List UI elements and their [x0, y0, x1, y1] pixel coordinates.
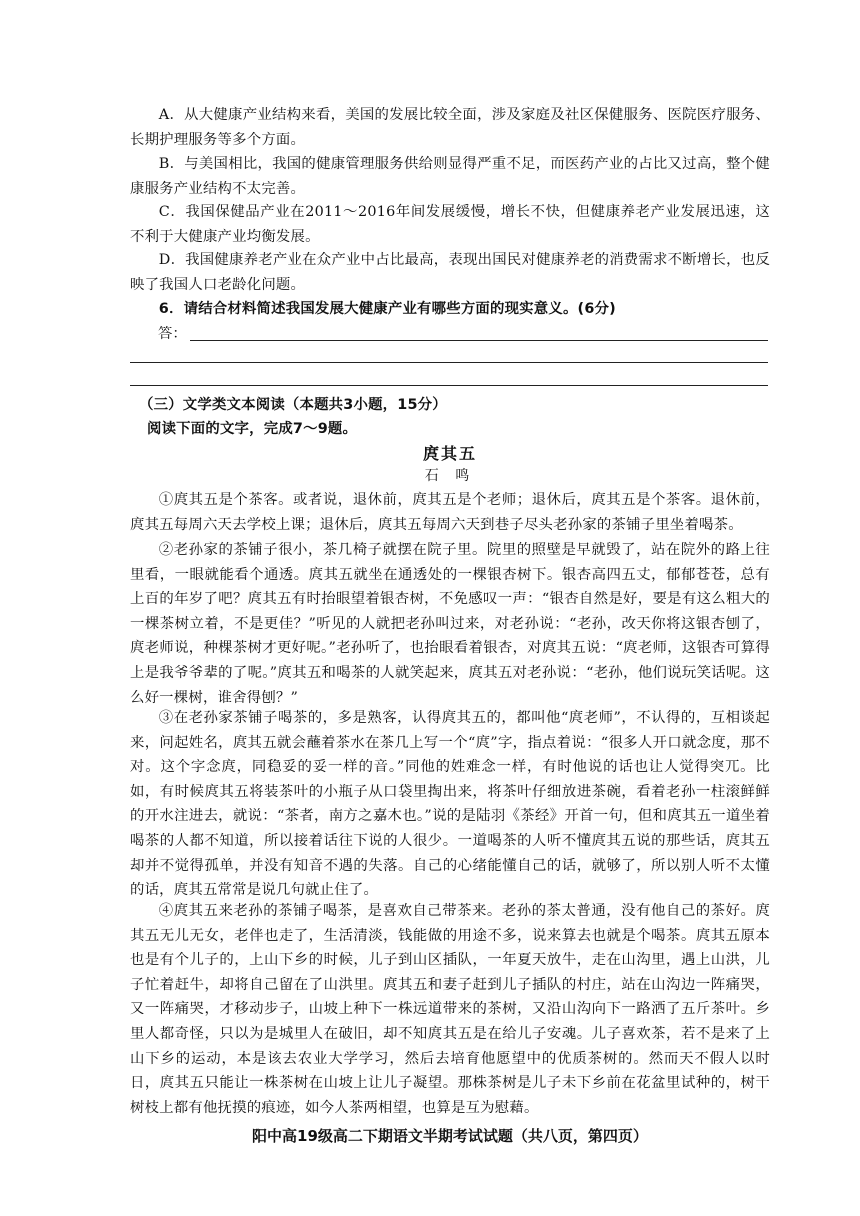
- story-paragraph-4: ④庹其五来老孙的茶铺子喝茶，是喜欢自己带茶来。老孙的茶太普通，没有他自己的茶好。庹其五无儿无女，老伴也走了，生活清淡，钱能做的用途不多，说来算去也就是个喝茶。庹其五原本也是有个儿子的，上山下乡的时候，儿子到山区插队，一年夏天放牛，走在山沟里，遇上山洪，儿子忙着赶牛，却将自己留在了山洪里。庹其五和妻子赶到儿子插队的村庄，站在山沟边一阵痛哭，又一阵痛哭，才移动步子，山坡上种下一株远道带来的茶树，又沿山沟向下一路洒了五斤茶叶。乡里人都奇怪，只以为是城里人在破旧，却不知庹其五是在给儿子安魂。儿子喜欢茶，若不是来了上山下乡的运动，本是该去农业大学学习，然后去培育他愿望中的优质茶树的。然而天不假人以时日，庹其五只能让一株茶树在山坡上让儿子凝望。那株茶树是儿子未下乡前在花盆里试种的，树干树枝上都有他抚摸的痕迹，如今人茶两相望，也算是互为慰藉。: [130, 903, 770, 1116]
- answer-label: 答：: [158, 326, 187, 342]
- option-c: C．我国保健品产业在2011～2016年间发展缓慢，增长不快，但健康养老产业发展迅速，这不利于大健康产业均衡发展。: [130, 204, 770, 245]
- answer-line-1[interactable]: [190, 340, 768, 341]
- page-footer: 阳中高19级高二下期语文半期考试试题（共八页，第四页）: [252, 1127, 648, 1145]
- section-heading: （三）文学类文本阅读（本题共3小题，15分）: [139, 397, 447, 413]
- answer-line-2[interactable]: [130, 362, 768, 363]
- story-paragraph-1: ①庹其五是个茶客。或者说，退休前，庹其五是个老师；退休后，庹其五是个茶客。退休前，庹其五每周六天去学校上课；退休后，庹其五每周六天到巷子尽头老孙家的茶铺子里坐着喝茶。: [130, 492, 770, 533]
- story-author: 石 鸣: [424, 468, 476, 484]
- section-instruction: 阅读下面的文字，完成7～9题。: [147, 421, 358, 437]
- story-paragraph-3: ③在老孙家茶铺子喝茶的，多是熟客，认得庹其五的，都叫他“庹老师”，不认得的，互相谈起来，问起姓名，庹其五就会蘸着茶水在茶几上写一个“庹”字，指点着说：“很多人开口就念度，那不对。这个字念庹，同稳妥的妥一样的音。”同他的姓难念一样，有时他说的话也让人觉得突兀。比如，有时候庹其五将装茶叶的小瓶子从口袋里掏出来，将茶叶仔细放进茶碗，看着老孙一柱滚鲜鲜的开水注进去，就说：“茶者，南方之嘉木也。”说的是陆羽《茶经》开首一句，但和庹其五一道坐着喝茶的人都不知道，所以接着话往下说的人很少。一道喝茶的人听不懂庹其五说的那些话，庹其五却并不觉得孤单，并没有知音不遇的失落。自己的心绪能懂自己的话，就够了，所以别人听不太懂的话，庹其五常常是说几句就止住了。: [130, 710, 770, 899]
- story-title: 庹其五: [422, 444, 477, 463]
- story-paragraph-2: ②老孙家的茶铺子很小，茶几椅子就摆在院子里。院里的照壁是早就毁了，站在院外的路上往里看，一眼就能看个通透。庹其五就坐在通透处的一棵银杏树下。银杏高四五丈，郁郁苍苍，总有上百的年岁了吧？庹其五有时抬眼望着银杏树，不免感叹一声：“银杏自然是好，要是有这么粗大的一棵茶树立着，不是更佳？”听见的人就把老孙叫过来，对老孙说：“老孙，改天你将这银杏刨了，庹老师说，种棵茶树才更好呢。”老孙听了，也抬眼看着银杏，对庹其五说：“庹老师，这银杏可算得上是我爷爷辈的了呢。”庹其五和喝茶的人就笑起来，庹其五对老孙说：“老孙，他们说玩笑话呢。这么好一棵树，谁舍得刨？”: [130, 542, 770, 706]
- question-6: 6．请结合材料简述我国发展大健康产业有哪些方面的现实意义。(6分): [158, 301, 616, 317]
- option-b: B．与美国相比，我国的健康管理服务供给则显得严重不足，而医药产业的占比又过高，整个健康服务产业结构不太完善。: [130, 156, 770, 197]
- option-a: A．从大健康产业结构来看，美国的发展比较全面，涉及家庭及社区保健服务、医院医疗服务、长期护理服务等多个方面。: [130, 107, 770, 148]
- answer-line-3[interactable]: [130, 385, 768, 386]
- option-d: D．我国健康养老产业在众产业中占比最高，表现出国民对健康养老的消费需求不断增长，也反映了我国人口老龄化问题。: [130, 252, 770, 293]
